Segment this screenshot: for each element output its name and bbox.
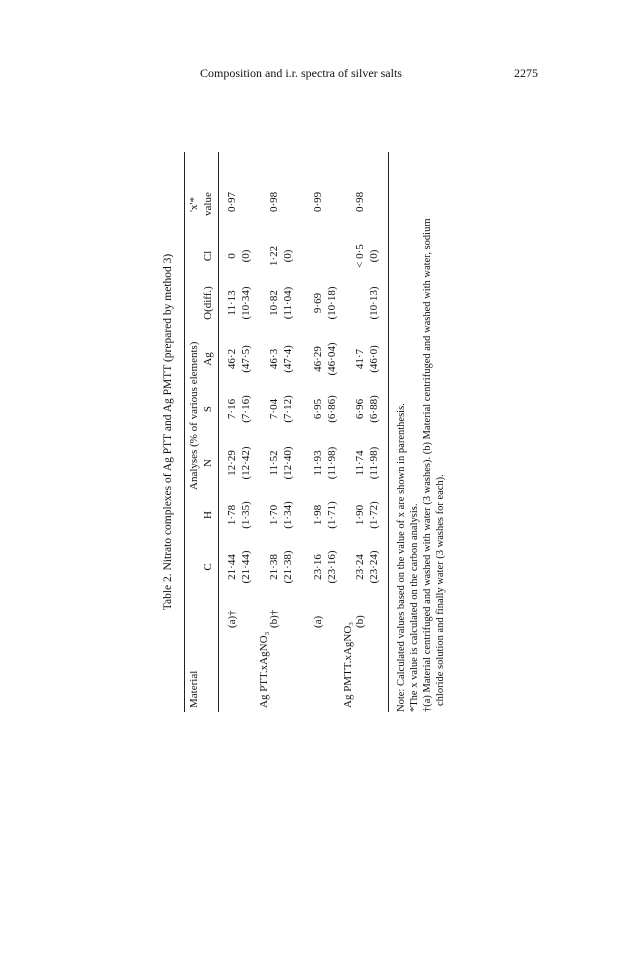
row-label: (a) <box>312 615 324 628</box>
col-n: N <box>202 459 214 467</box>
table-cell: 21·44 <box>226 554 238 580</box>
table-cell: 46·3 <box>268 348 280 370</box>
table-cell: (1·34) <box>282 501 294 529</box>
x-value: 0·98 <box>354 191 366 212</box>
row-label: (b) <box>354 615 366 628</box>
table-note: Note: Calculated values based on the value of x are shown in parenthesis. <box>396 403 407 712</box>
x-value: 0·97 <box>226 191 238 212</box>
col-c: C <box>202 563 214 571</box>
row-label: (a)† <box>226 610 238 628</box>
table-cell: 6·96 <box>354 398 366 420</box>
table-cell: 23·24 <box>354 554 366 580</box>
table-cell: (23·24) <box>368 550 380 584</box>
table-cell: (1·71) <box>326 501 338 529</box>
table-cell: 1·78 <box>226 504 238 526</box>
table-note: *The x value is calculated on the carbon analysis. <box>409 503 420 712</box>
page-header <box>0 66 624 86</box>
table-cell: 1·70 <box>268 504 280 526</box>
table-cell: 41·7 <box>354 348 366 370</box>
table-cell: (23·16) <box>326 550 338 584</box>
page-number: 2275 <box>514 66 538 80</box>
table-cell: 11·52 <box>268 450 280 476</box>
col-o: O(diff.) <box>202 286 214 320</box>
table-cell: (6·86) <box>326 395 338 423</box>
table-cell: 7·04 <box>268 398 280 420</box>
table-cell: (1·35) <box>240 501 252 529</box>
table-cell: 6·95 <box>312 398 324 420</box>
table-cell: 11·13 <box>226 290 238 316</box>
table-cell: 7·16 <box>226 398 238 420</box>
col-cl: Cl <box>202 250 214 262</box>
table-cell: (21·44) <box>240 550 252 584</box>
table-cell: (47·4) <box>282 345 294 373</box>
table-cell: (0) <box>282 249 294 263</box>
head-x-2: value <box>202 192 214 216</box>
table-cell: 11·74 <box>354 450 366 476</box>
row-label: (b)† <box>268 609 280 628</box>
table-cell: (47·5) <box>240 345 252 373</box>
table-cell: 46·2 <box>226 348 238 370</box>
head-analyses: Analyses (% of various elements) <box>188 341 200 490</box>
table-cell: (11·98) <box>368 446 380 480</box>
table-cell: 11·93 <box>312 450 324 476</box>
table-cell: (7·16) <box>240 395 252 423</box>
table-cell: 12·29 <box>226 450 238 476</box>
table-cell: (1·72) <box>368 501 380 529</box>
table-cell: (11·98) <box>326 446 338 480</box>
col-h: H <box>202 511 214 519</box>
table-cell: 46·29 <box>312 346 324 372</box>
table-cell: (46·0) <box>368 345 380 373</box>
group-name: Ag PMTT.xAgNO₃ <box>342 621 354 708</box>
bottom-rule <box>388 152 389 712</box>
head-x-1: 'x'* <box>188 197 200 212</box>
table-cell: 1·98 <box>312 504 324 526</box>
table-cell: (10·13) <box>368 286 380 320</box>
x-value: 0·99 <box>312 191 324 212</box>
running-head: Composition and i.r. spectra of silver salts <box>200 66 402 80</box>
table-cell: 0 <box>226 253 238 259</box>
table-cell: 9·69 <box>312 292 324 314</box>
table-cell: (21·38) <box>282 550 294 584</box>
table-cell: 1·90 <box>354 504 366 526</box>
group-name: Ag PTT.xAgNO₃ <box>258 631 270 708</box>
x-value: 0·98 <box>268 191 280 212</box>
table-cell: (7·12) <box>282 395 294 423</box>
col-ag: Ag <box>202 352 214 366</box>
head-rule <box>218 152 219 712</box>
table-cell: 21·38 <box>268 554 280 580</box>
table-cell: 23·16 <box>312 554 324 580</box>
table-cell: (46·04) <box>326 342 338 376</box>
table-cell: (10·34) <box>240 286 252 320</box>
table-note: †(a) Material centrifuged and washed with water (3 washes). (b) Material centrifuged and washed with water, sodium <box>422 218 433 712</box>
col-s: S <box>202 405 214 413</box>
table-cell: (6·88) <box>368 395 380 423</box>
rotated-table <box>162 152 462 712</box>
table-cell: < 0·5 <box>354 244 366 268</box>
table-cell: (12·40) <box>282 446 294 480</box>
table-cell: (10·18) <box>326 286 338 320</box>
table-cell: (11·04) <box>282 286 294 320</box>
table-note: chloride solution and finally water (3 washes for each). <box>435 474 446 706</box>
table-cell: 10·82 <box>268 290 280 316</box>
table-cell: 1·22 <box>268 245 280 267</box>
table-caption: Table 2. Nitrato complexes of Ag PTT and Ag PMTT (prepared by method 3) <box>162 253 174 611</box>
head-material: Material <box>188 670 200 708</box>
top-rule <box>184 152 185 712</box>
table-cell: (0) <box>240 249 252 263</box>
table-cell: (0) <box>368 249 380 263</box>
table-cell: (12·42) <box>240 446 252 480</box>
